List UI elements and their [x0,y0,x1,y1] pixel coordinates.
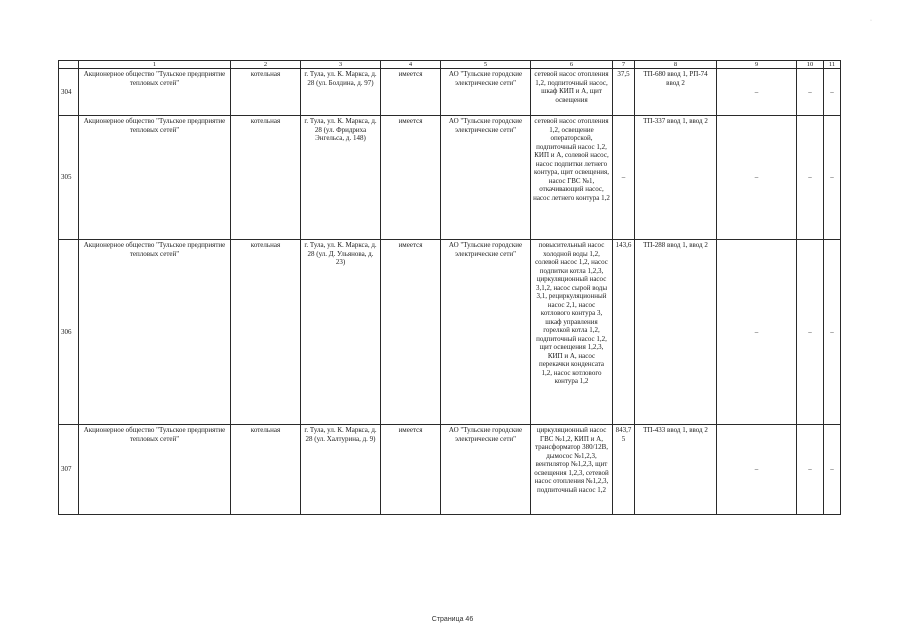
table-body [59,61,841,515]
table-row [59,425,841,515]
cell-supplier: АО "Тульские городские электрические сети" [441,69,531,116]
cell-power: – [613,116,635,240]
cell-address: г. Тула, ул. К. Маркса, д. 28 (ул. Болдина, д. 97) [301,69,381,116]
cell-type: котельная [231,116,301,240]
cell-type: котельная [231,425,301,515]
cell-c10: – [797,69,824,116]
table-row [59,69,841,116]
cell-num: 304 [59,69,79,116]
cell-c9: – [717,425,797,515]
header-cell-4: 4 [381,61,441,69]
header-cell-2: 2 [231,61,301,69]
cell-tp: ТП-433 ввод 1, ввод 2 [635,425,717,515]
cell-avail: имеется [381,425,441,515]
cell-equipment: сетевой насос отопления 1,2, подпиточный насос, шкаф КИП и А, щит освещения [531,69,613,116]
cell-equipment: циркуляционный насос ГВС №1,2, КИП и А, трансформатор 380/12В, дымосос №1,2,3, вентилятор №1,2,3, щит освещения 1,2,3, сетевой насос отопления №1,2,3, подпиточный насос 1,2 [531,425,613,515]
data-table [58,60,841,515]
cell-c9: – [717,116,797,240]
page-footer: Страница 46 [431,616,474,623]
cell-type: котельная [231,69,301,116]
cell-num: 306 [59,240,79,425]
header-cell-5: 5 [441,61,531,69]
cell-c10: – [797,240,824,425]
header-cell-10: 10 [797,61,824,69]
cell-c11: – [824,116,841,240]
cell-org: Акционерное общество "Тульское предприятие тепловых сетей" [79,116,231,240]
cell-power: 843,75 [613,425,635,515]
cell-avail: имеется [381,69,441,116]
cell-supplier: АО "Тульские городские электрические сети" [441,425,531,515]
header-cell-1: 1 [79,61,231,69]
cell-equipment: сетевой насос отопления 1,2, освещение операторской, подпиточный насос 1,2, КИП и А, солевой насос, насос подпитки летнего контура, щит освещения, насос ГВС №1, откачивающий насос, насос летнего контура 1,2 [531,116,613,240]
cell-c11: – [824,240,841,425]
header-cell-8: 8 [635,61,717,69]
cell-power: 143,6 [613,240,635,425]
cell-address: г. Тула, ул. К. Маркса, д. 28 (ул. Халтурина, д. 9) [301,425,381,515]
cell-num: 305 [59,116,79,240]
cell-avail: имеется [381,116,441,240]
cell-supplier: АО "Тульские городские электрические сети" [441,116,531,240]
cell-org: Акционерное общество "Тульское предприятие тепловых сетей" [79,425,231,515]
cell-c11: – [824,69,841,116]
table-row [59,116,841,240]
document-sheet [58,60,840,515]
table-row [59,240,841,425]
cell-equipment: повысительный насос холодной воды 1,2, солевой насос 1,2, насос подпитки котла 1,2,3, циркуляционный насос 3,1,2, насос сырой воды 3,1, рециркуляционный насос 2,1, насос котлового контура 3, шкаф управления горелкой котла 1,2, подпиточный насос 1,2, щит освещения 1,2,3, КИП и А, насос перекачки конденсата 1,2, насос котлового контура 1,2 [531,240,613,425]
cell-c9: – [717,240,797,425]
cell-tp: ТП-680 ввод 1, РП-74 ввод 2 [635,69,717,116]
cell-address: г. Тула, ул. К. Маркса, д. 28 (ул. Фридриха Энгельса, д. 148) [301,116,381,240]
header-row [59,61,841,69]
header-cell-6: 6 [531,61,613,69]
cell-c11: – [824,425,841,515]
cell-c10: – [797,116,824,240]
header-cell-11: 11 [824,61,841,69]
cell-avail: имеется [381,240,441,425]
cell-num: 307 [59,425,79,515]
cell-tp: ТП-337 ввод 1, ввод 2 [635,116,717,240]
corner-mark: · [870,18,872,24]
cell-tp: ТП-288 ввод 1, ввод 2 [635,240,717,425]
cell-c10: – [797,425,824,515]
cell-org: Акционерное общество "Тульское предприятие тепловых сетей" [79,240,231,425]
header-cell-9: 9 [717,61,797,69]
cell-type: котельная [231,240,301,425]
cell-address: г. Тула, ул. К. Маркса, д. 28 (ул. Д. Ульянова, д. 23) [301,240,381,425]
cell-c9: – [717,69,797,116]
cell-power: 37,5 [613,69,635,116]
header-cell-blank [59,61,79,69]
cell-supplier: АО "Тульские городские электрические сети" [441,240,531,425]
header-cell-3: 3 [301,61,381,69]
header-cell-7: 7 [613,61,635,69]
cell-org: Акционерное общество "Тульское предприятие тепловых сетей" [79,69,231,116]
